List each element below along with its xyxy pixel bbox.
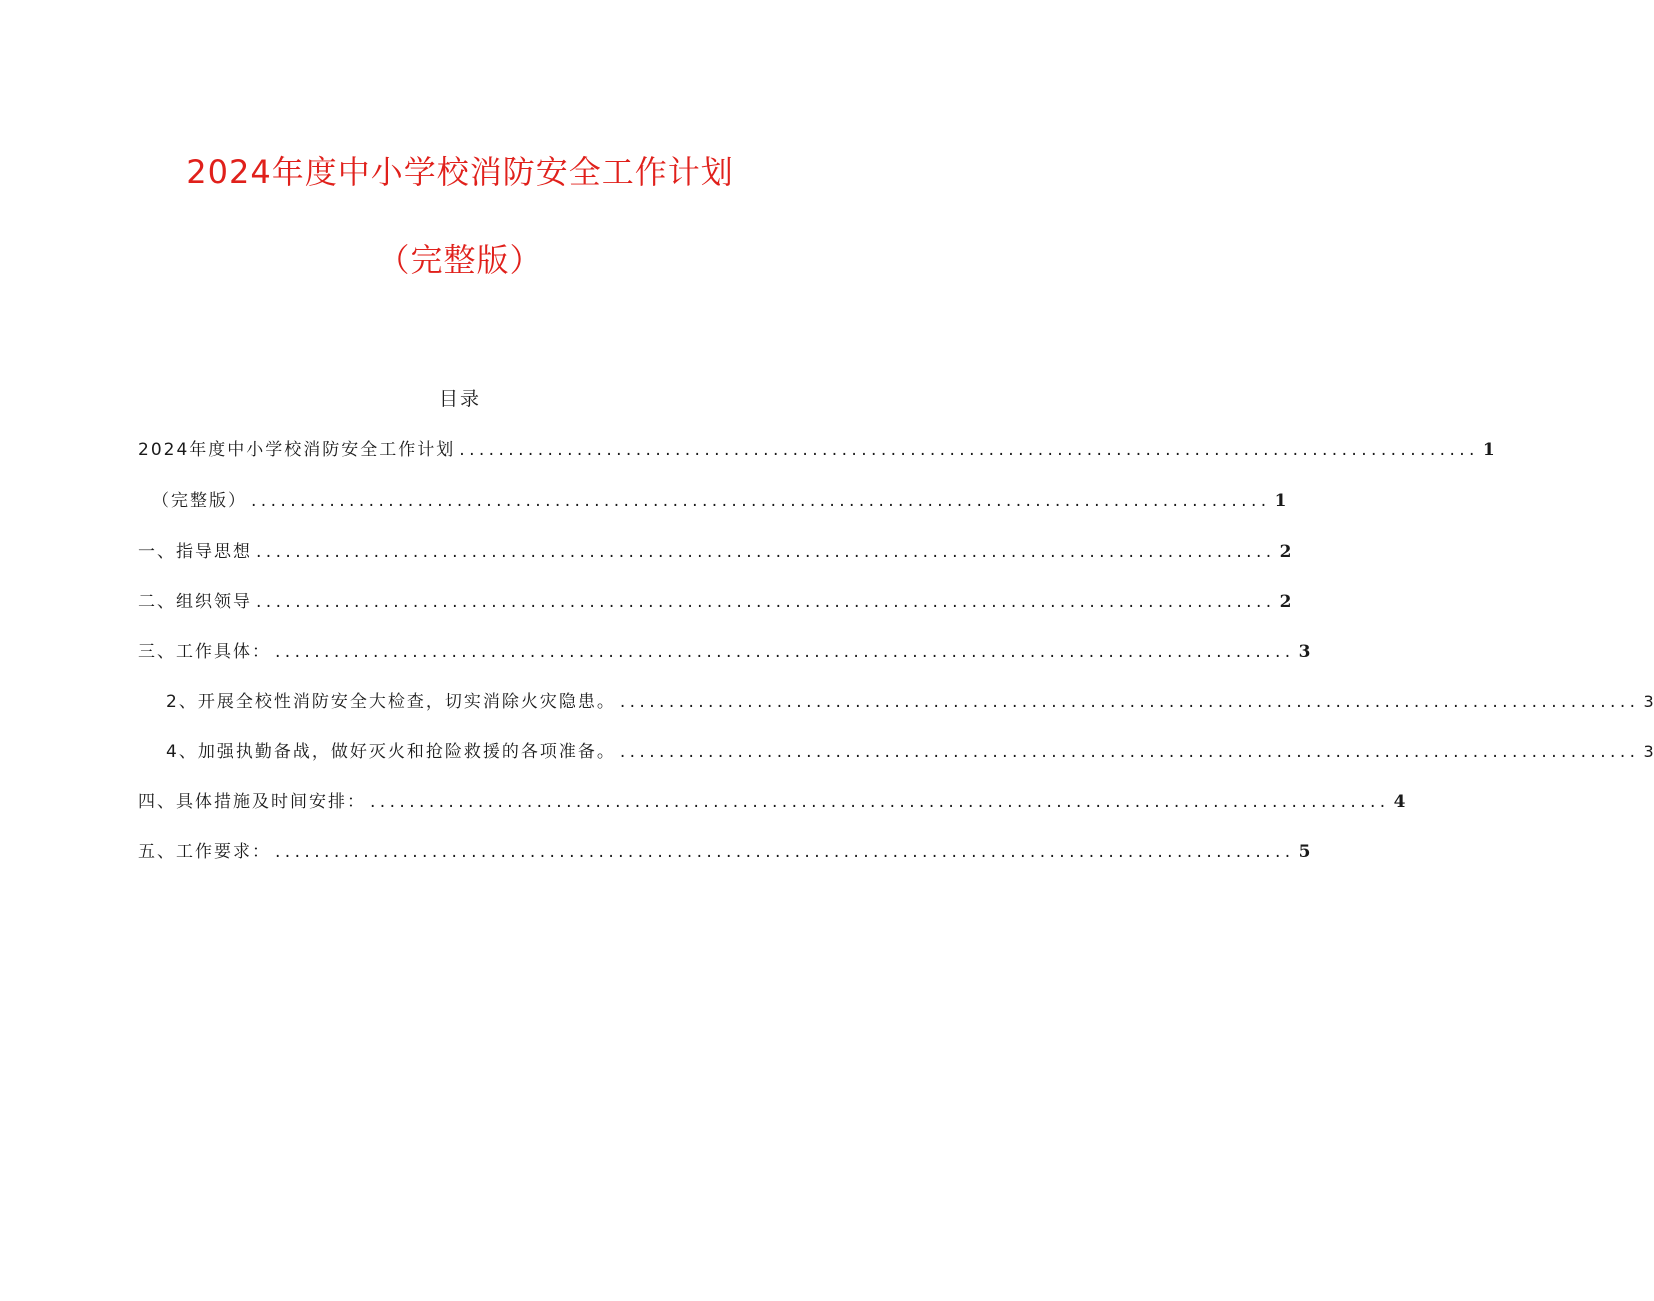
toc-entry-label: 五、工作要求： bbox=[138, 842, 271, 862]
toc-entry-label: 二、组织领导 bbox=[138, 592, 252, 612]
toc-page-number: 3 bbox=[1643, 742, 1654, 761]
toc-dot-leader: ........................................................................................................ bbox=[275, 842, 1295, 862]
toc-entry-label: 三、工作具体： bbox=[138, 642, 271, 662]
toc-entry-label: 四、具体措施及时间安排： bbox=[138, 792, 366, 812]
toc-entry-label: 2024年度中小学校消防安全工作计划 bbox=[138, 440, 456, 460]
document-title: 2024年度中小学校消防安全工作计划 bbox=[186, 153, 734, 191]
toc-entry-section-5[interactable] bbox=[138, 838, 1311, 866]
toc-entry-subsection-4[interactable] bbox=[166, 738, 1654, 766]
toc-entry-label: 4、加强执勤备战，做好灭火和抢险救援的各项准备。 bbox=[166, 742, 616, 762]
toc-entry-title[interactable] bbox=[138, 436, 1495, 464]
toc-entry-label: 2、开展全校性消防安全大检查，切实消除火灾隐患。 bbox=[166, 692, 616, 712]
toc-entry-section-2[interactable] bbox=[138, 588, 1292, 616]
toc-page-number: 3 bbox=[1298, 642, 1311, 662]
toc-entry-section-3[interactable] bbox=[138, 638, 1311, 666]
toc-dot-leader: ........................................................................................................ bbox=[275, 642, 1295, 662]
toc-entry-section-1[interactable] bbox=[138, 538, 1292, 566]
document-subtitle: （完整版） bbox=[377, 241, 543, 279]
toc-dot-leader: ........................................................................................................ bbox=[619, 692, 1640, 712]
toc-entry-subsection-2[interactable] bbox=[166, 688, 1654, 716]
toc-entry-label: 一、指导思想 bbox=[138, 542, 252, 562]
toc-dot-leader: ........................................................................................................ bbox=[619, 742, 1640, 762]
toc-page-number: 1 bbox=[1482, 440, 1495, 460]
toc-page-number: 2 bbox=[1279, 592, 1292, 612]
toc-dot-leader: ........................................................................................................ bbox=[256, 542, 1276, 562]
toc-page-number: 2 bbox=[1279, 542, 1292, 562]
toc-dot-leader: ........................................................................................................ bbox=[251, 491, 1271, 511]
toc-entry-label: （完整版） bbox=[152, 491, 247, 511]
toc-dot-leader: ........................................................................................................ bbox=[459, 440, 1479, 460]
toc-page-number: 3 bbox=[1643, 692, 1654, 711]
toc-dot-leader: ........................................................................................................ bbox=[370, 792, 1390, 812]
toc-page-number: 5 bbox=[1298, 842, 1311, 862]
toc-page-number: 1 bbox=[1274, 491, 1287, 511]
toc-heading: 目录 bbox=[438, 388, 481, 410]
toc-dot-leader: ........................................................................................................ bbox=[256, 592, 1276, 612]
toc-entry-section-4[interactable] bbox=[138, 788, 1406, 816]
toc-page-number: 4 bbox=[1393, 792, 1406, 812]
toc-entry-subtitle[interactable] bbox=[152, 487, 1287, 515]
